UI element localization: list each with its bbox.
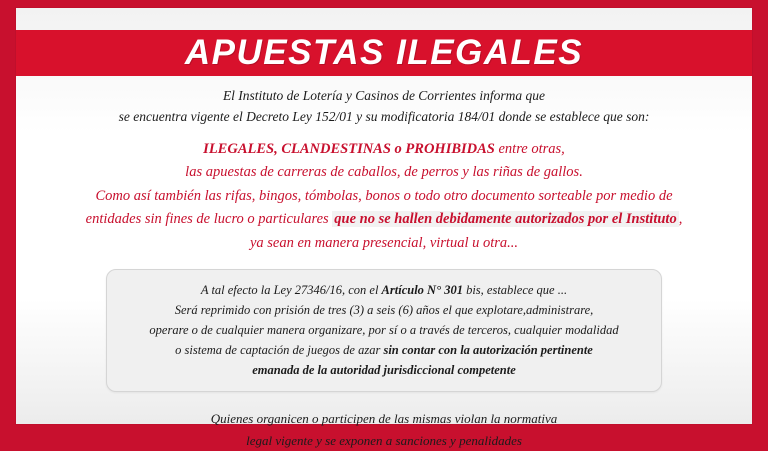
intro-line-2: se encuentra vigente el Decreto Ley 152/01 y su modificatoria 184/01 donde se establece que son: xyxy=(118,108,650,124)
note-line-1 xyxy=(121,280,647,300)
page-title: APUESTAS ILEGALES xyxy=(184,33,584,72)
highlighted-line-1 xyxy=(38,138,730,161)
title-band xyxy=(16,30,752,76)
note-line-1-post: bis, establece que ... xyxy=(462,283,568,298)
highlighted-line-1-rest: entre otras, xyxy=(494,140,565,157)
law-note-box xyxy=(106,269,662,392)
highlighted-line-3: Como así también las rifas, bingos, tómbolas, bonos o todo otro documento sorteable por medio de xyxy=(95,187,673,204)
note-line-1-pre: A tal efecto la Ley 27346/16, con el xyxy=(200,283,382,298)
note-line-5-strong: emanada de la autoridad jurisdiccional competente xyxy=(252,363,516,378)
closing-line-1: Quienes organicen o participen de las mismas violan la normativa xyxy=(210,411,558,427)
highlighted-line-4 xyxy=(38,208,730,231)
closing-paragraph xyxy=(38,408,730,451)
highlighted-line-2: las apuestas de carreras de caballos, de perros y las riñas de gallos. xyxy=(185,164,583,181)
intro-line-1: El Instituto de Lotería y Casinos de Corrientes informa que xyxy=(222,88,546,103)
highlighted-line-4-pre: entidades sin fines de lucro o particulares xyxy=(85,211,333,228)
closing-line-2: legal vigente y se exponen a sanciones y penalidades xyxy=(246,432,522,448)
highlighted-line-5: ya sean en manera presencial, virtual u otra... xyxy=(249,234,519,251)
poster-body xyxy=(16,78,752,451)
highlighted-line-1-strong: ILEGALES, CLANDESTINAS o PROHIBIDAS xyxy=(203,140,495,157)
highlighted-line-4-post: , xyxy=(678,211,683,228)
intro-paragraph xyxy=(38,86,730,128)
note-line-3: operare o de cualquier manera organizare, por sí o a través de terceros, cualquier modalidad xyxy=(149,323,619,338)
highlighted-paragraph xyxy=(38,138,730,255)
note-line-4-strong: sin contar con la autorización pertinente xyxy=(383,343,593,358)
note-line-5 xyxy=(121,360,647,380)
note-line-2: Será reprimido con prisión de tres (3) a seis (6) años el que explotare,administrare, xyxy=(174,303,594,318)
highlighted-line-4-mark: que no se hallen debidamente autorizados por el Instituto xyxy=(334,211,677,228)
note-line-1-strong: Artículo N° 301 xyxy=(381,283,463,298)
note-line-4-pre: o sistema de captación de juegos de azar xyxy=(175,343,384,358)
poster-paper xyxy=(16,8,752,448)
note-line-4 xyxy=(121,340,647,360)
